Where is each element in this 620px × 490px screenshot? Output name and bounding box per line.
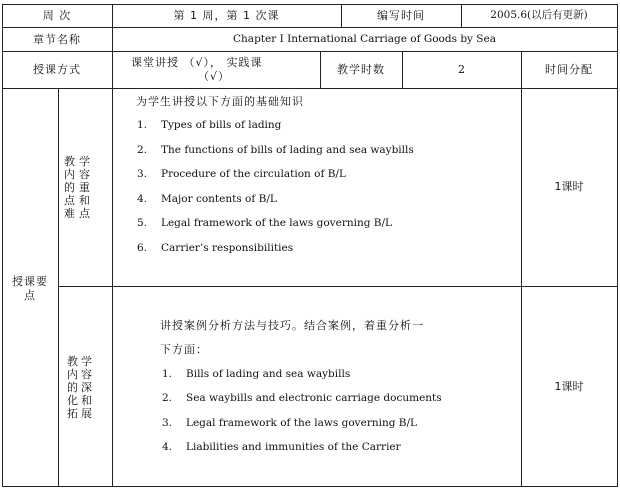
section2-intro-line1: 讲授案例分析方法与技巧。结合案例，着重分析一 xyxy=(160,319,424,332)
teaching-points-label: 授课要点 xyxy=(12,275,48,302)
row-divider xyxy=(2,27,617,28)
time-alloc-label: 时间分配 xyxy=(545,63,593,76)
list-item: 1. Types of bills of lading xyxy=(137,119,282,131)
section2-label: 教学内容的深化和拓展 xyxy=(67,355,95,420)
section1-label: 教学内容的重点和难点 xyxy=(64,155,94,220)
list-item: 2. Sea waybills and electronic carriage documents xyxy=(162,392,442,404)
chapter-value: Chapter I International Carriage of Goods by Sea xyxy=(233,33,496,45)
method-value-line1: 课堂讲授 （√）， 实践课 xyxy=(131,56,263,69)
compile-time-value: 2005.6(以后有更新) xyxy=(490,9,588,21)
chapter-label: 章节名称 xyxy=(33,33,81,46)
table-border-left xyxy=(2,4,3,487)
table-border-right xyxy=(617,4,618,487)
list-item: 6. Carrier’s responsibilities xyxy=(137,242,294,254)
table-border-top xyxy=(2,4,617,5)
list-item: 2. The functions of bills of lading and sea waybills xyxy=(137,144,414,156)
list-item: 1. Bills of lading and sea waybills xyxy=(162,368,351,380)
method-label: 授课方式 xyxy=(33,63,81,76)
row-divider xyxy=(2,88,617,89)
table-border-bottom xyxy=(2,486,617,487)
col-divider xyxy=(521,51,522,487)
week-label: 周 次 xyxy=(42,9,72,22)
row-divider xyxy=(58,286,617,287)
list-item: 5. Legal framework of the laws governing B/L xyxy=(137,217,393,229)
section2-time: 1课时 xyxy=(554,380,584,393)
row-divider xyxy=(2,51,617,52)
list-item: 3. Legal framework of the laws governing B/L xyxy=(162,417,418,429)
section1-intro: 为学生讲授以下方面的基础知识 xyxy=(136,95,304,108)
hours-label: 教学时数 xyxy=(337,63,385,76)
hours-value: 2 xyxy=(458,63,465,76)
list-item: 4. Liabilities and immunities of the Carrier xyxy=(162,441,401,453)
list-item: 3. Procedure of the circulation of B/L xyxy=(137,168,346,180)
section1-time: 1课时 xyxy=(554,180,584,193)
week-value: 第 1 周，第 1 次课 xyxy=(173,9,280,22)
section2-intro-line2: 下方面： xyxy=(160,343,208,356)
col-divider xyxy=(58,88,59,487)
method-value-line2: （√） xyxy=(198,70,231,83)
compile-time-label: 编写时间 xyxy=(377,9,425,22)
list-item: 4. Major contents of B/L xyxy=(137,193,277,205)
col-divider xyxy=(112,88,113,487)
